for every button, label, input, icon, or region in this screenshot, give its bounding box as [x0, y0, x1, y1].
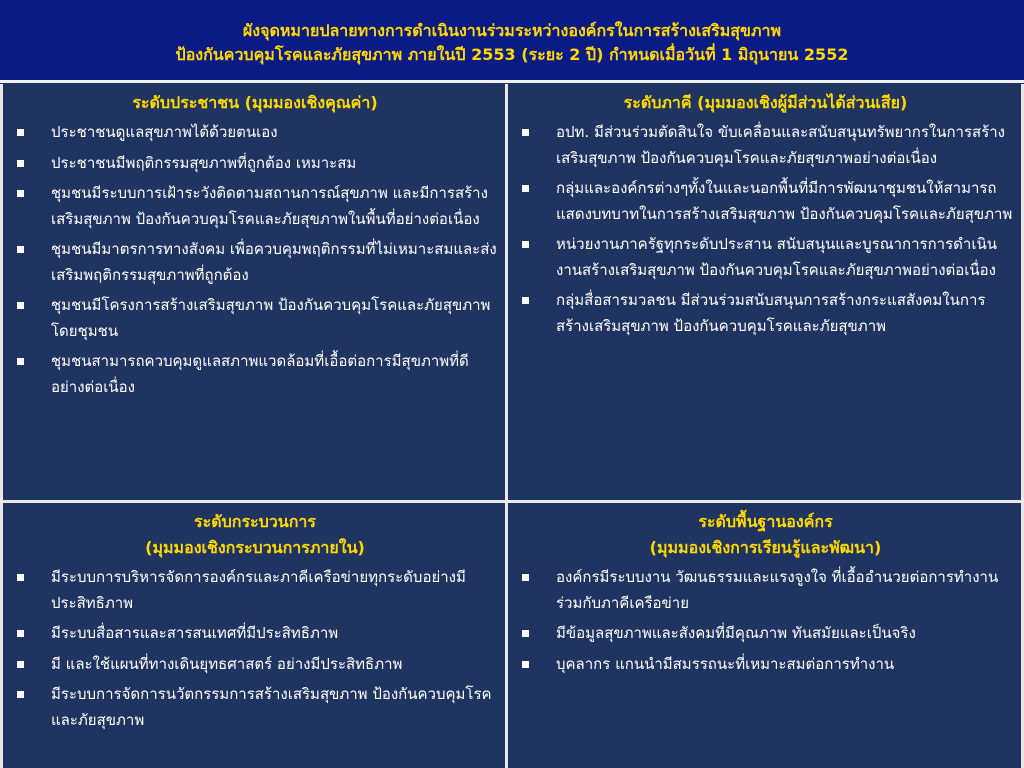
square-bullet-icon [17, 661, 24, 668]
square-bullet-icon [522, 574, 529, 581]
list-item-text: ประชาชนดูแลสุขภาพได้ด้วยตนเอง [51, 123, 278, 141]
list-item-text: ชุมชนมีโครงการสร้างเสริมสุขภาพ ป้องกันควบคุมโรคและภัยสุขภาพ โดยชุมชน [51, 296, 491, 340]
list-item-text: หน่วยงานภาครัฐทุกระดับประสาน สนับสนุนและบูรณาการการดำเนินงานสร้างเสริมสุขภาพ ป้องกันควบคุมโรคและภัยสุขภาพอย่างต่อเนื่อง [556, 235, 997, 279]
list-item [13, 349, 497, 400]
list-item [13, 237, 497, 288]
bullet-list-process [13, 565, 497, 733]
square-bullet-icon [17, 129, 24, 136]
title-line-2: ป้องกันควบคุมโรคและภัยสุขภาพ ภายในปี 2553 (ระยะ 2 ปี) กำหนดเมื่อวันที่ 1 มิถุนายน 2552 [175, 45, 849, 64]
list-item-text: ชุมชนมีระบบการเฝ้าระวังติดตามสถานการณ์สุขภาพ และมีการสร้างเสริมสุขภาพ ป้องกันควบคุมโรคและภัยสุขภาพในพื้นที่อย่างต่อเนื่อง [51, 184, 488, 228]
quadrant-process [3, 503, 505, 768]
quadrant-heading-partners: ระดับภาคี (มุมมองเชิงผู้มีส่วนได้ส่วนเสีย) [623, 93, 908, 112]
list-item-text: กลุ่มและองค์กรต่างๆทั้งในและนอกพื้นที่มีการพัฒนาชุมชนให้สามารถแสดงบทบาทในการสร้างเสริมสุขภาพ ป้องกันควบคุมโรคและภัยสุขภาพ [556, 179, 1013, 223]
bullet-list-foundation [518, 565, 1013, 677]
list-item-text: มีระบบการบริหารจัดการองค์กรและภาคีเครือข่ายทุกระดับอย่างมีประสิทธิภาพ [51, 568, 466, 612]
list-item-text: ชุมชนสามารถควบคุมดูแลสภาพแวดล้อมที่เอื้อต่อการมีสุขภาพที่ดีอย่างต่อเนื่อง [51, 352, 469, 396]
bullet-list-people [13, 120, 497, 400]
list-item-text: บุคลากร แกนนำมีสมรรถนะที่เหมาะสมต่อการทำงาน [556, 654, 895, 673]
list-item [13, 120, 497, 146]
list-item [13, 181, 497, 232]
list-item [13, 565, 497, 616]
title-line-1: ผังจุดหมายปลายทางการดำเนินงานร่วมระหว่างองค์กรในการสร้างเสริมสุขภาพ [242, 21, 782, 40]
list-item-text: องค์กรมีระบบงาน วัฒนธรรมและแรงจูงใจ ที่เอื้ออำนวยต่อการทำงานร่วมกับภาคีเครือข่าย [556, 568, 999, 612]
quadrant-heading-process-line-1: ระดับกระบวนการ [194, 512, 316, 531]
square-bullet-icon [17, 302, 24, 309]
quadrant-partners [508, 84, 1021, 500]
quadrant-heading-foundation [518, 509, 1013, 561]
square-bullet-icon [17, 691, 24, 698]
square-bullet-icon [522, 129, 529, 136]
square-bullet-icon [17, 246, 24, 253]
list-item-text: มีระบบสื่อสารและสารสนเทศที่มีประสิทธิภาพ [51, 624, 339, 642]
list-item-text: มีระบบการจัดการนวัตกรรมการสร้างเสริมสุขภาพ ป้องกันควบคุมโรคและภัยสุขภาพ [51, 685, 492, 729]
square-bullet-icon [522, 661, 529, 668]
square-bullet-icon [17, 574, 24, 581]
quadrant-heading-foundation-line-2: (มุมมองเชิงการเรียนรู้และพัฒนา) [649, 538, 882, 557]
list-item-text: ชุมชนมีมาตรการทางสังคม เพื่อควบคุมพฤติกรรมที่ไม่เหมาะสมและส่งเสริมพฤติกรรมสุขภาพที่ถูกต้อง [51, 240, 497, 284]
list-item [518, 176, 1013, 227]
square-bullet-icon [522, 241, 529, 248]
quadrant-heading-process-line-2: (มุมมองเชิงกระบวนการภายใน) [145, 538, 365, 557]
quadrant-people [3, 84, 505, 500]
quadrant-foundation [508, 503, 1021, 768]
title-banner [0, 0, 1024, 83]
list-item [518, 120, 1013, 171]
quadrant-heading-process [13, 509, 497, 561]
list-item [518, 232, 1013, 283]
quadrant-heading-people: ระดับประชาชน (มุมมองเชิงคุณค่า) [132, 93, 378, 112]
list-item-text: ประชาชนมีพฤติกรรมสุขภาพที่ถูกต้อง เหมาะสม [51, 153, 357, 172]
square-bullet-icon [17, 190, 24, 197]
list-item-text: อปท. มีส่วนร่วมตัดสินใจ ขับเคลื่อนและสนับสนุนทรัพยากรในการสร้างเสริมสุขภาพ ป้องกันควบคุมโรคและภัยสุขภาพอย่างต่อเนื่อง [556, 123, 1005, 167]
bullet-list-partners [518, 120, 1013, 339]
strategy-map-table [0, 84, 1024, 768]
list-item [13, 293, 497, 344]
square-bullet-icon [17, 630, 24, 637]
square-bullet-icon [522, 297, 529, 304]
list-item-text: มี และใช้แผนที่ทางเดินยุทธศาสตร์ อย่างมีประสิทธิภาพ [51, 654, 403, 673]
square-bullet-icon [17, 358, 24, 365]
list-item [13, 621, 497, 647]
square-bullet-icon [17, 160, 24, 167]
list-item [518, 288, 1013, 339]
list-item [13, 682, 497, 733]
square-bullet-icon [522, 630, 529, 637]
list-item [13, 151, 497, 177]
list-item [13, 652, 497, 678]
list-item-text: กลุ่มสื่อสารมวลชน มีส่วนร่วมสนับสนุนการสร้างกระแสสังคมในการสร้างเสริมสุขภาพ ป้องกันควบคุมโรคและภัยสุขภาพ [556, 291, 986, 335]
square-bullet-icon [522, 185, 529, 192]
list-item-text: มีข้อมูลสุขภาพและสังคมที่มีคุณภาพ ทันสมัยและเป็นจริง [556, 624, 916, 642]
list-item [518, 565, 1013, 616]
list-item [518, 652, 1013, 678]
list-item [518, 621, 1013, 647]
quadrant-heading-foundation-line-1: ระดับพื้นฐานองค์กร [698, 512, 833, 531]
